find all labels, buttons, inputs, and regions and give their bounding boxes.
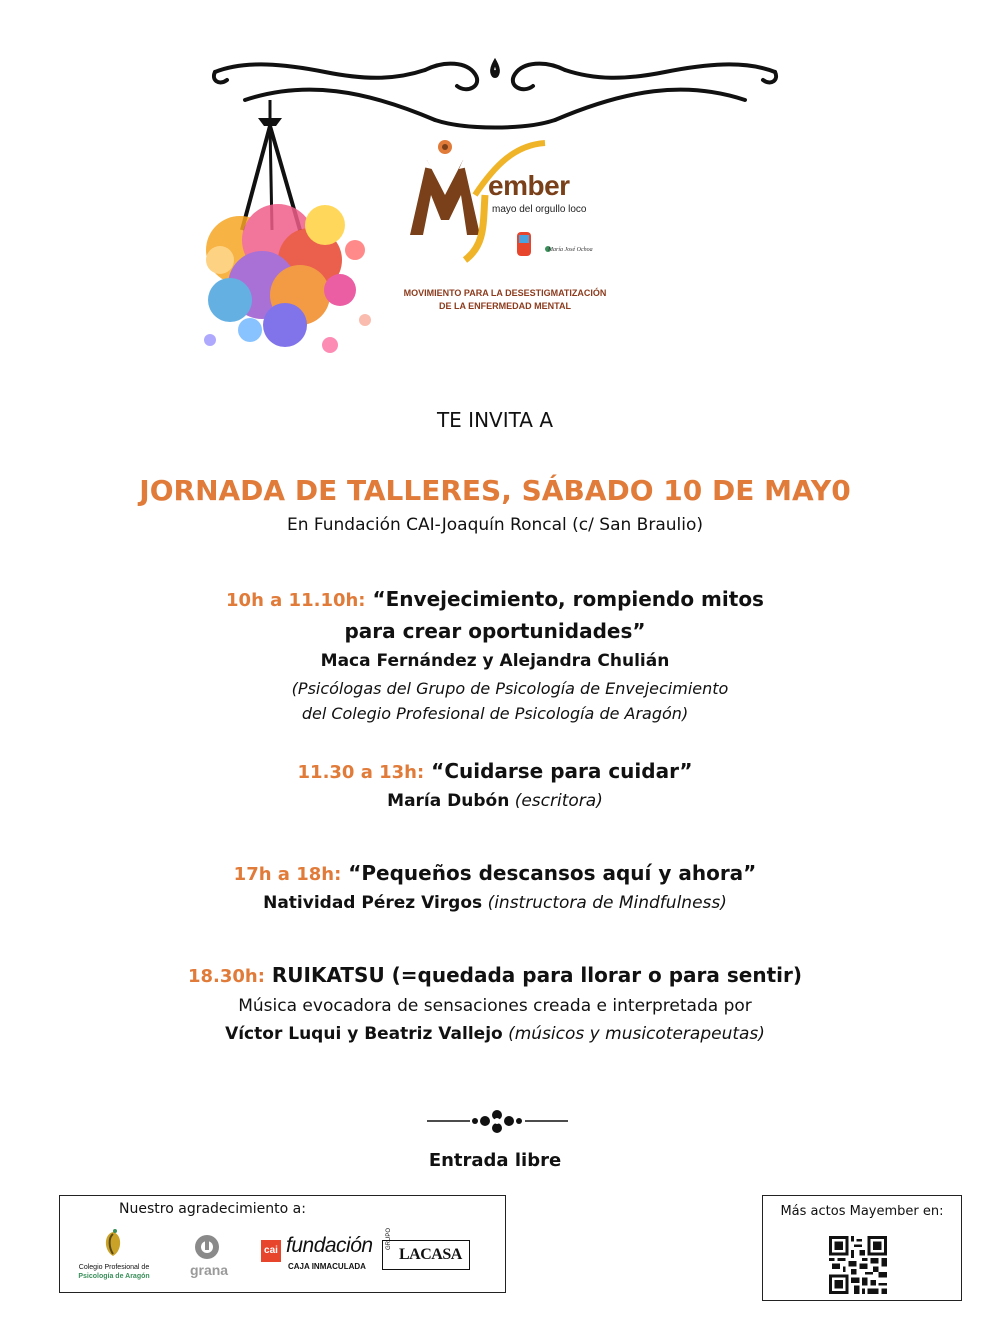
more-events-label: Más actos Mayember en: <box>780 1204 944 1219</box>
movement-line-2: DE LA ENFERMEDAD MENTAL <box>439 301 571 311</box>
hanging-color-splash <box>190 100 390 370</box>
event-venue: En Fundación CAI-Joaquín Roncal (c/ San Braulio) <box>286 515 703 535</box>
session-4-speaker-line <box>0 1024 990 1044</box>
session-time: 11.30 a 13h: <box>297 762 425 783</box>
session-speaker: María Dubón <box>387 791 510 811</box>
session-time: 17h a 18h: <box>233 864 342 885</box>
session-role: (escritora) <box>514 791 603 811</box>
sponsors-box <box>59 1195 506 1293</box>
caja-inmaculada-name: CAJA INMACULADA <box>288 1262 366 1271</box>
colegio-name-line-1: Colegio Profesional de <box>78 1264 150 1271</box>
session-role: (instructora de Mindfulness) <box>487 893 727 913</box>
movement-line-1: MOVIMIENTO PARA LA DESESTIGMATIZACIÓN <box>403 288 607 298</box>
floral-divider <box>425 1105 570 1137</box>
session-2-speaker-line <box>0 791 990 811</box>
logo-tagline: mayo del orgullo loco <box>492 204 587 215</box>
invite-text: TE INVITA A <box>436 408 554 432</box>
colegio-name <box>74 1263 154 1281</box>
session-2-heading <box>0 759 990 783</box>
free-entry-text: Entrada libre <box>428 1150 562 1171</box>
colegio-name-line-2: Psicología de Aragón <box>78 1273 150 1280</box>
session-speaker: Natividad Pérez Virgos <box>263 893 483 913</box>
more-events-box <box>762 1195 962 1301</box>
movement-text <box>380 287 630 313</box>
session-1-note-line-1: (Psicólogas del Grupo de Psicología de Envejecimiento <box>291 679 729 698</box>
session-4-heading <box>0 963 990 987</box>
sponsors-label: Nuestro agradecimiento a: <box>119 1201 306 1217</box>
session-role: (músicos y musicoterapeutas) <box>508 1024 765 1044</box>
lacasa-logo <box>382 1227 470 1270</box>
session-title: “Envejecimiento, rompiendo mitos <box>372 587 764 611</box>
session-4-description: Música evocadora de sensaciones creada e interpretada por <box>238 996 752 1016</box>
fundacion-name: fundación <box>286 1234 373 1257</box>
session-time: 10h a 11.10h: <box>226 590 366 611</box>
session-3-heading <box>0 861 990 885</box>
session-title: “Cuidarse para cuidar” <box>431 759 693 783</box>
logo-word: ember <box>488 170 570 201</box>
colegio-logo-icon <box>100 1228 126 1260</box>
grana-name: grana <box>189 1262 229 1278</box>
session-title: “Pequeños descansos aquí y ahora” <box>348 861 757 885</box>
session-speakers: Víctor Luqui y Beatriz Vallejo <box>225 1024 503 1044</box>
session-1-note-line-2: del Colegio Profesional de Psicología de Aragón) <box>301 704 689 723</box>
session-time: 18.30h: <box>187 966 265 987</box>
grana-logo-icon <box>194 1234 220 1260</box>
session-3-speaker-line <box>0 893 990 913</box>
lacasa-name: LACASA <box>399 1246 462 1263</box>
session-1-title-line-2: para crear oportunidades” <box>344 619 646 643</box>
logo-credit: María José Ochoa <box>548 247 593 253</box>
cai-logo-icon: cai <box>261 1240 281 1262</box>
event-title: JORNADA DE TALLERES, SÁBADO 10 DE MAY0 <box>139 474 851 507</box>
grupo-label: GRUPO <box>386 1227 392 1250</box>
session-title: RUIKATSU (=quedada para llorar o para sentir) <box>271 963 803 987</box>
qr-code-icon[interactable] <box>827 1236 889 1294</box>
session-1-speakers: Maca Fernández y Alejandra Chulián <box>320 651 670 671</box>
session-1-heading <box>0 587 990 611</box>
